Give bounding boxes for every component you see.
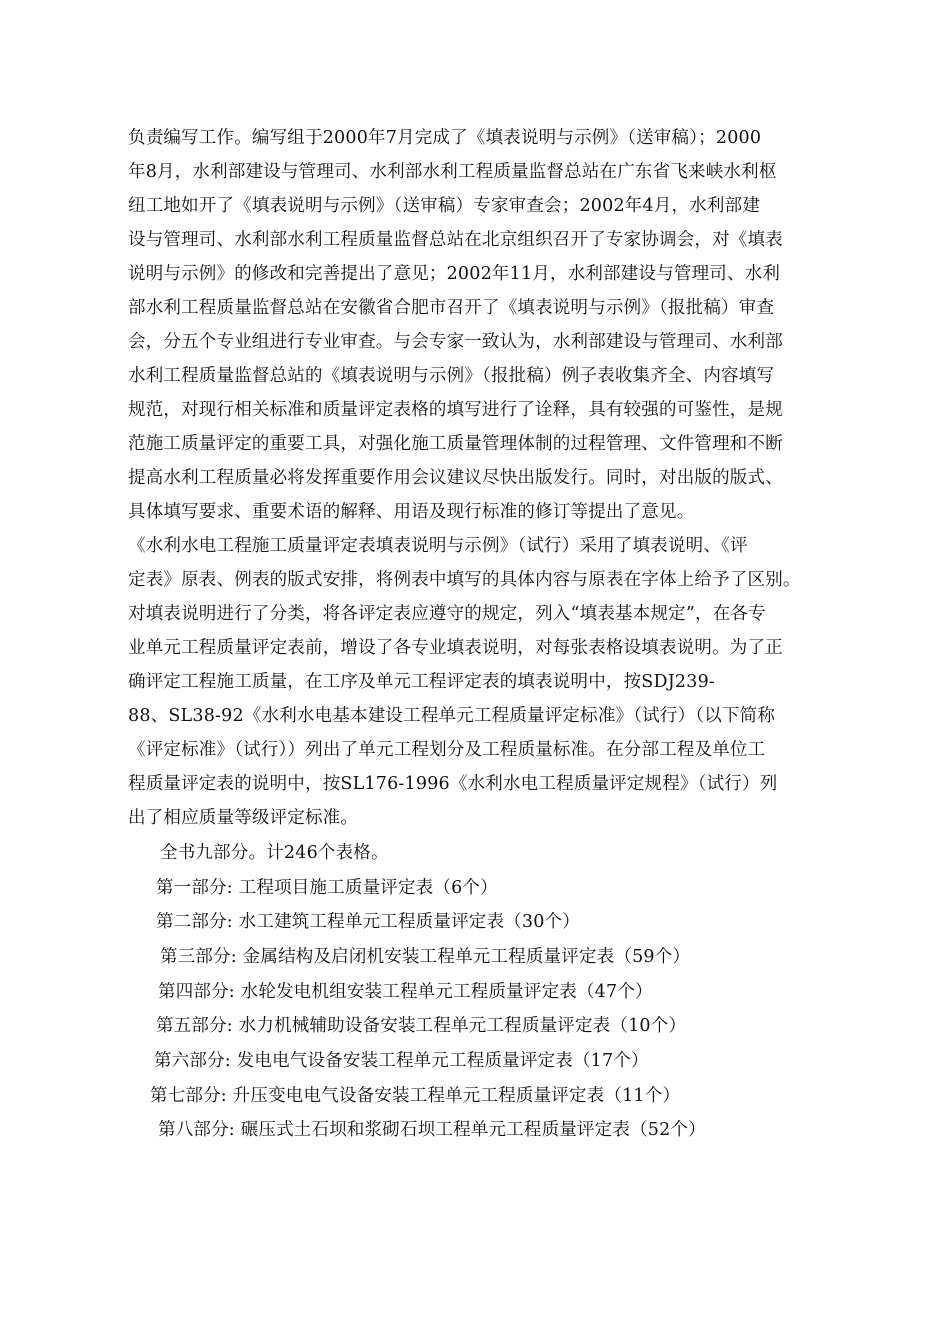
paragraph1-line-3: 纽工地如开了《填表说明与示例》（送审稿）专家审查会；2002年4月，水利部建 <box>128 196 761 216</box>
paragraph2-line-1: 《水利水电工程施工质量评定表填表说明与示例》（试行）采用了填表说明、《评 <box>128 536 748 556</box>
paragraph1-line-5: 说明与示例》的修改和完善提出了意见；2002年11月，水利部建设与管理司、水利 <box>128 264 781 284</box>
part-item <box>160 945 690 969</box>
paragraph2-line-6: 88、SL38-92《水利水电基本建设工程单元工程质量评定标准》（试行）（以下简称 <box>128 706 776 726</box>
paragraph1-line-1: 负责编写工作。编写组于2000年7月完成了《填表说明与示例》（送审稿）；2000 <box>128 128 762 148</box>
part-item <box>150 1084 680 1108</box>
paragraph2-line-9: 出了相应质量等级评定标准。 <box>128 808 359 828</box>
part-item <box>158 980 653 1004</box>
part-item <box>158 1118 706 1142</box>
paragraph1-line-2: 年8月，水利部建设与管理司、水利部水利工程质量监督总站在广东省飞来峡水利枢 <box>128 162 777 182</box>
paragraph2-line-2: 定表》原表、例表的版式安排，将例表中填写的具体内容与原表在字体上给予了区别。 <box>128 570 801 590</box>
part-label: 第三部分: <box>160 947 237 967</box>
part-title: 金属结构及启闭机安装工程单元工程质量评定表（59个） <box>242 947 691 967</box>
part-label: 第四部分: <box>158 982 235 1002</box>
paragraph1-line-6: 部水利工程质量监督总站在安徽省合肥市召开了《填表说明与示例》（报批稿）审查 <box>128 298 775 318</box>
part-title: 水轮发电机组安装工程单元工程质量评定表（47个） <box>240 982 653 1002</box>
paragraph1-line-8: 水利工程质量监督总站的《填表说明与示例》（报批稿）例子表收集齐全、内容填写 <box>128 366 775 386</box>
paragraph2-line-4: 业单元工程质量评定表前，增设了各专业填表说明，对每张表格设填表说明。为了正 <box>128 638 783 658</box>
paragraph2-line-7: 《评定标准》（试行））列出了单元工程划分及工程质量标准。在分部工程及单位工 <box>128 740 766 760</box>
part-title: 工程项目施工质量评定表（6个） <box>238 878 498 898</box>
part-item <box>156 1014 686 1038</box>
part-title: 发电电气设备安装工程单元工程质量评定表（17个） <box>236 1051 649 1071</box>
part-title: 碾压式土石坝和浆砌石坝工程单元工程质量评定表（52个） <box>240 1120 706 1140</box>
part-label: 第六部分: <box>154 1051 231 1071</box>
paragraph1-line-7: 会，分五个专业组进行专业审查。与会专家一致认为，水利部建设与管理司、水利部 <box>128 332 783 352</box>
part-title: 水工建筑工程单元工程质量评定表（30个） <box>238 912 580 932</box>
summary-line: 全书九部分。计246个表格。 <box>160 843 389 863</box>
paragraph2-line-3: 对填表说明进行了分类，将各评定表应遵守的规定，列入“填表基本规定”，在各专 <box>128 604 766 624</box>
part-title: 水力机械辅助设备安装工程单元工程质量评定表（10个） <box>238 1016 687 1036</box>
part-label: 第八部分: <box>158 1120 235 1140</box>
part-item <box>154 1049 649 1073</box>
paragraph1-line-11: 提高水利工程质量必将发挥重要作用会议建议尽快出版发行。同时，对出版的版式、 <box>128 468 783 488</box>
paragraph1-line-4: 设与管理司、水利部水利工程质量监督总站在北京组织召开了专家协调会，对《填表 <box>128 230 783 250</box>
paragraph2-line-5: 确评定工程施工质量，在工序及单元工程评定表的填表说明中，按SDJ239- <box>128 672 716 692</box>
paragraph1-line-10: 范施工质量评定的重要工具，对强化施工质量管理体制的过程管理、文件管理和不断 <box>128 434 783 454</box>
paragraph2-line-8: 程质量评定表的说明中，按SL176-1996《水利水电工程质量评定规程》（试行）列 <box>128 774 778 794</box>
part-title: 升压变电电气设备安装工程单元工程质量评定表（11个） <box>232 1086 681 1106</box>
paragraph1-line-9: 规范，对现行相关标准和质量评定表格的填写进行了诠释，具有较强的可鉴性，是规 <box>128 400 783 420</box>
part-label: 第五部分: <box>156 1016 233 1036</box>
part-label: 第七部分: <box>150 1086 227 1106</box>
paragraph1-line-12: 具体填写要求、重要术语的解释、用语及现行标准的修订等提出了意见。 <box>128 502 695 522</box>
part-item <box>156 910 580 934</box>
part-label: 第二部分: <box>156 912 233 932</box>
part-label: 第一部分: <box>156 878 233 898</box>
part-item <box>156 876 498 900</box>
